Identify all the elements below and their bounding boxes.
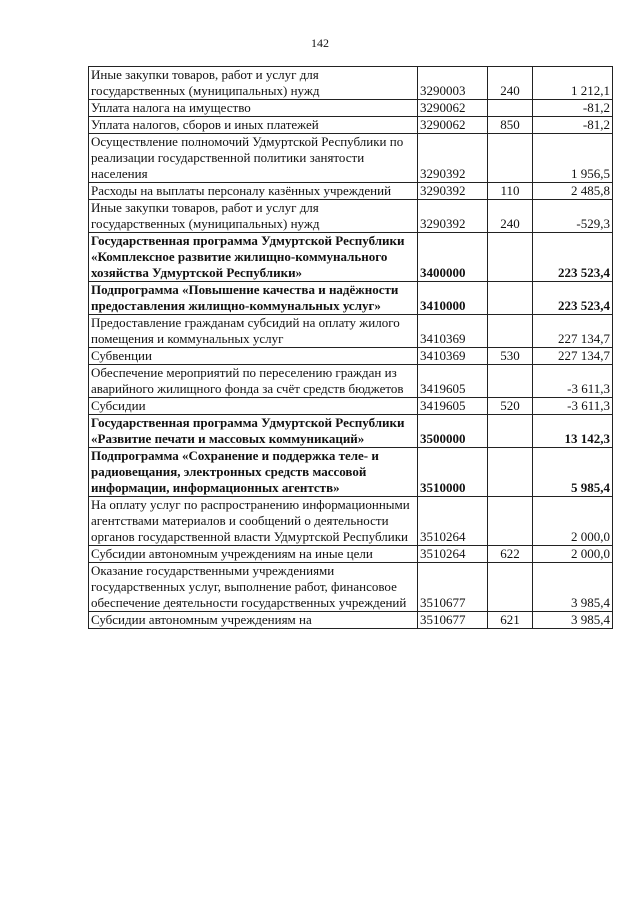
row-name-cell: Иные закупки товаров, работ и услуг для государственных (муниципальных) нужд [89,200,418,233]
row-type-cell: 850 [488,117,533,134]
row-type-cell: 240 [488,200,533,233]
page-number: 142 [311,36,329,50]
row-amount-cell: 1 956,5 [533,134,613,183]
row-name-cell: Субвенции [89,348,418,365]
row-name-cell: Обеспечение мероприятий по переселению граждан из аварийного жилищного фонда за счёт средств бюджетов [89,365,418,398]
row-amount-cell: 2 000,0 [533,546,613,563]
table-row [89,365,613,398]
table-row [89,612,613,629]
row-code-cell: 3290062 [418,117,488,134]
row-amount-cell: 3 985,4 [533,612,613,629]
row-name-cell: Осуществление полномочий Удмуртской Республики по реализации государственной политики занятости населения [89,134,418,183]
row-code-cell: 3290392 [418,183,488,200]
table-row [89,497,613,546]
table-row [89,563,613,612]
table-row-heading [89,415,613,448]
row-code-cell: 3510000 [418,448,488,497]
row-code-cell: 3290062 [418,100,488,117]
row-amount-cell: 2 000,0 [533,497,613,546]
row-amount-cell: -81,2 [533,100,613,117]
row-code-cell: 3419605 [418,398,488,415]
row-name-cell: Расходы на выплаты персоналу казённых учреждений [89,183,418,200]
row-name-cell: Государственная программа Удмуртской Республики «Развитие печати и массовых коммуникаций» [89,415,418,448]
row-name-cell: Подпрограмма «Повышение качества и надёжности предоставления жилищно-коммунальных услуг» [89,282,418,315]
row-code-cell: 3510264 [418,497,488,546]
row-amount-cell: 223 523,4 [533,282,613,315]
row-name-cell: Субсидии автономным учреждениям на иные цели [89,546,418,563]
row-type-cell: 240 [488,67,533,100]
row-code-cell: 3290003 [418,67,488,100]
row-type-cell [488,448,533,497]
row-amount-cell: -3 611,3 [533,365,613,398]
row-type-cell: 622 [488,546,533,563]
row-type-cell [488,365,533,398]
row-amount-cell: 5 985,4 [533,448,613,497]
table-row [89,100,613,117]
row-amount-cell: 223 523,4 [533,233,613,282]
row-name-cell: Субсидии автономным учреждениям на [89,612,418,629]
row-type-cell [488,233,533,282]
row-code-cell: 3510264 [418,546,488,563]
row-code-cell: 3400000 [418,233,488,282]
row-name-cell: Оказание государственными учреждениями государственных услуг, выполнение работ, финансовое обеспечение деятельности государственных учреждений [89,563,418,612]
row-name-cell: Субсидии [89,398,418,415]
table-row [89,315,613,348]
table-row [89,134,613,183]
row-type-cell: 520 [488,398,533,415]
row-name-cell: На оплату услуг по распространению информационными агентствами материалов и сообщений о деятельности органов государственной власти Удмуртской Республики [89,497,418,546]
row-amount-cell: 227 134,7 [533,315,613,348]
row-type-cell [488,134,533,183]
row-type-cell [488,100,533,117]
table-row [89,546,613,563]
budget-table [88,66,613,629]
row-name-cell: Уплата налога на имущество [89,100,418,117]
row-type-cell [488,497,533,546]
row-type-cell [488,282,533,315]
row-type-cell [488,315,533,348]
row-amount-cell: -3 611,3 [533,398,613,415]
row-name-cell: Предоставление гражданам субсидий на оплату жилого помещения и коммунальных услуг [89,315,418,348]
row-code-cell: 3500000 [418,415,488,448]
table-row [89,200,613,233]
row-amount-cell: 1 212,1 [533,67,613,100]
table-row [89,398,613,415]
table-row [89,67,613,100]
row-code-cell: 3410369 [418,348,488,365]
table-row [89,117,613,134]
row-type-cell: 621 [488,612,533,629]
row-name-cell: Подпрограмма «Сохранение и поддержка теле- и радиовещания, электронных средств массовой информации, информационных агентств» [89,448,418,497]
row-name-cell: Иные закупки товаров, работ и услуг для государственных (муниципальных) нужд [89,67,418,100]
row-amount-cell: 2 485,8 [533,183,613,200]
row-code-cell: 3410369 [418,315,488,348]
row-type-cell: 110 [488,183,533,200]
row-code-cell: 3290392 [418,200,488,233]
table-row [89,348,613,365]
row-type-cell [488,415,533,448]
row-name-cell: Государственная программа Удмуртской Республики «Комплексное развитие жилищно-коммунального хозяйства Удмуртской Республики» [89,233,418,282]
row-type-cell [488,563,533,612]
row-code-cell: 3419605 [418,365,488,398]
row-code-cell: 3290392 [418,134,488,183]
table-row-heading [89,282,613,315]
row-type-cell: 530 [488,348,533,365]
budget-table-body [89,67,613,629]
row-name-cell: Уплата налогов, сборов и иных платежей [89,117,418,134]
row-amount-cell: -81,2 [533,117,613,134]
row-code-cell: 3410000 [418,282,488,315]
table-row-heading [89,233,613,282]
row-code-cell: 3510677 [418,612,488,629]
row-amount-cell: 227 134,7 [533,348,613,365]
table-row [89,183,613,200]
row-amount-cell: 3 985,4 [533,563,613,612]
row-amount-cell: -529,3 [533,200,613,233]
row-amount-cell: 13 142,3 [533,415,613,448]
table-row-heading [89,448,613,497]
row-code-cell: 3510677 [418,563,488,612]
